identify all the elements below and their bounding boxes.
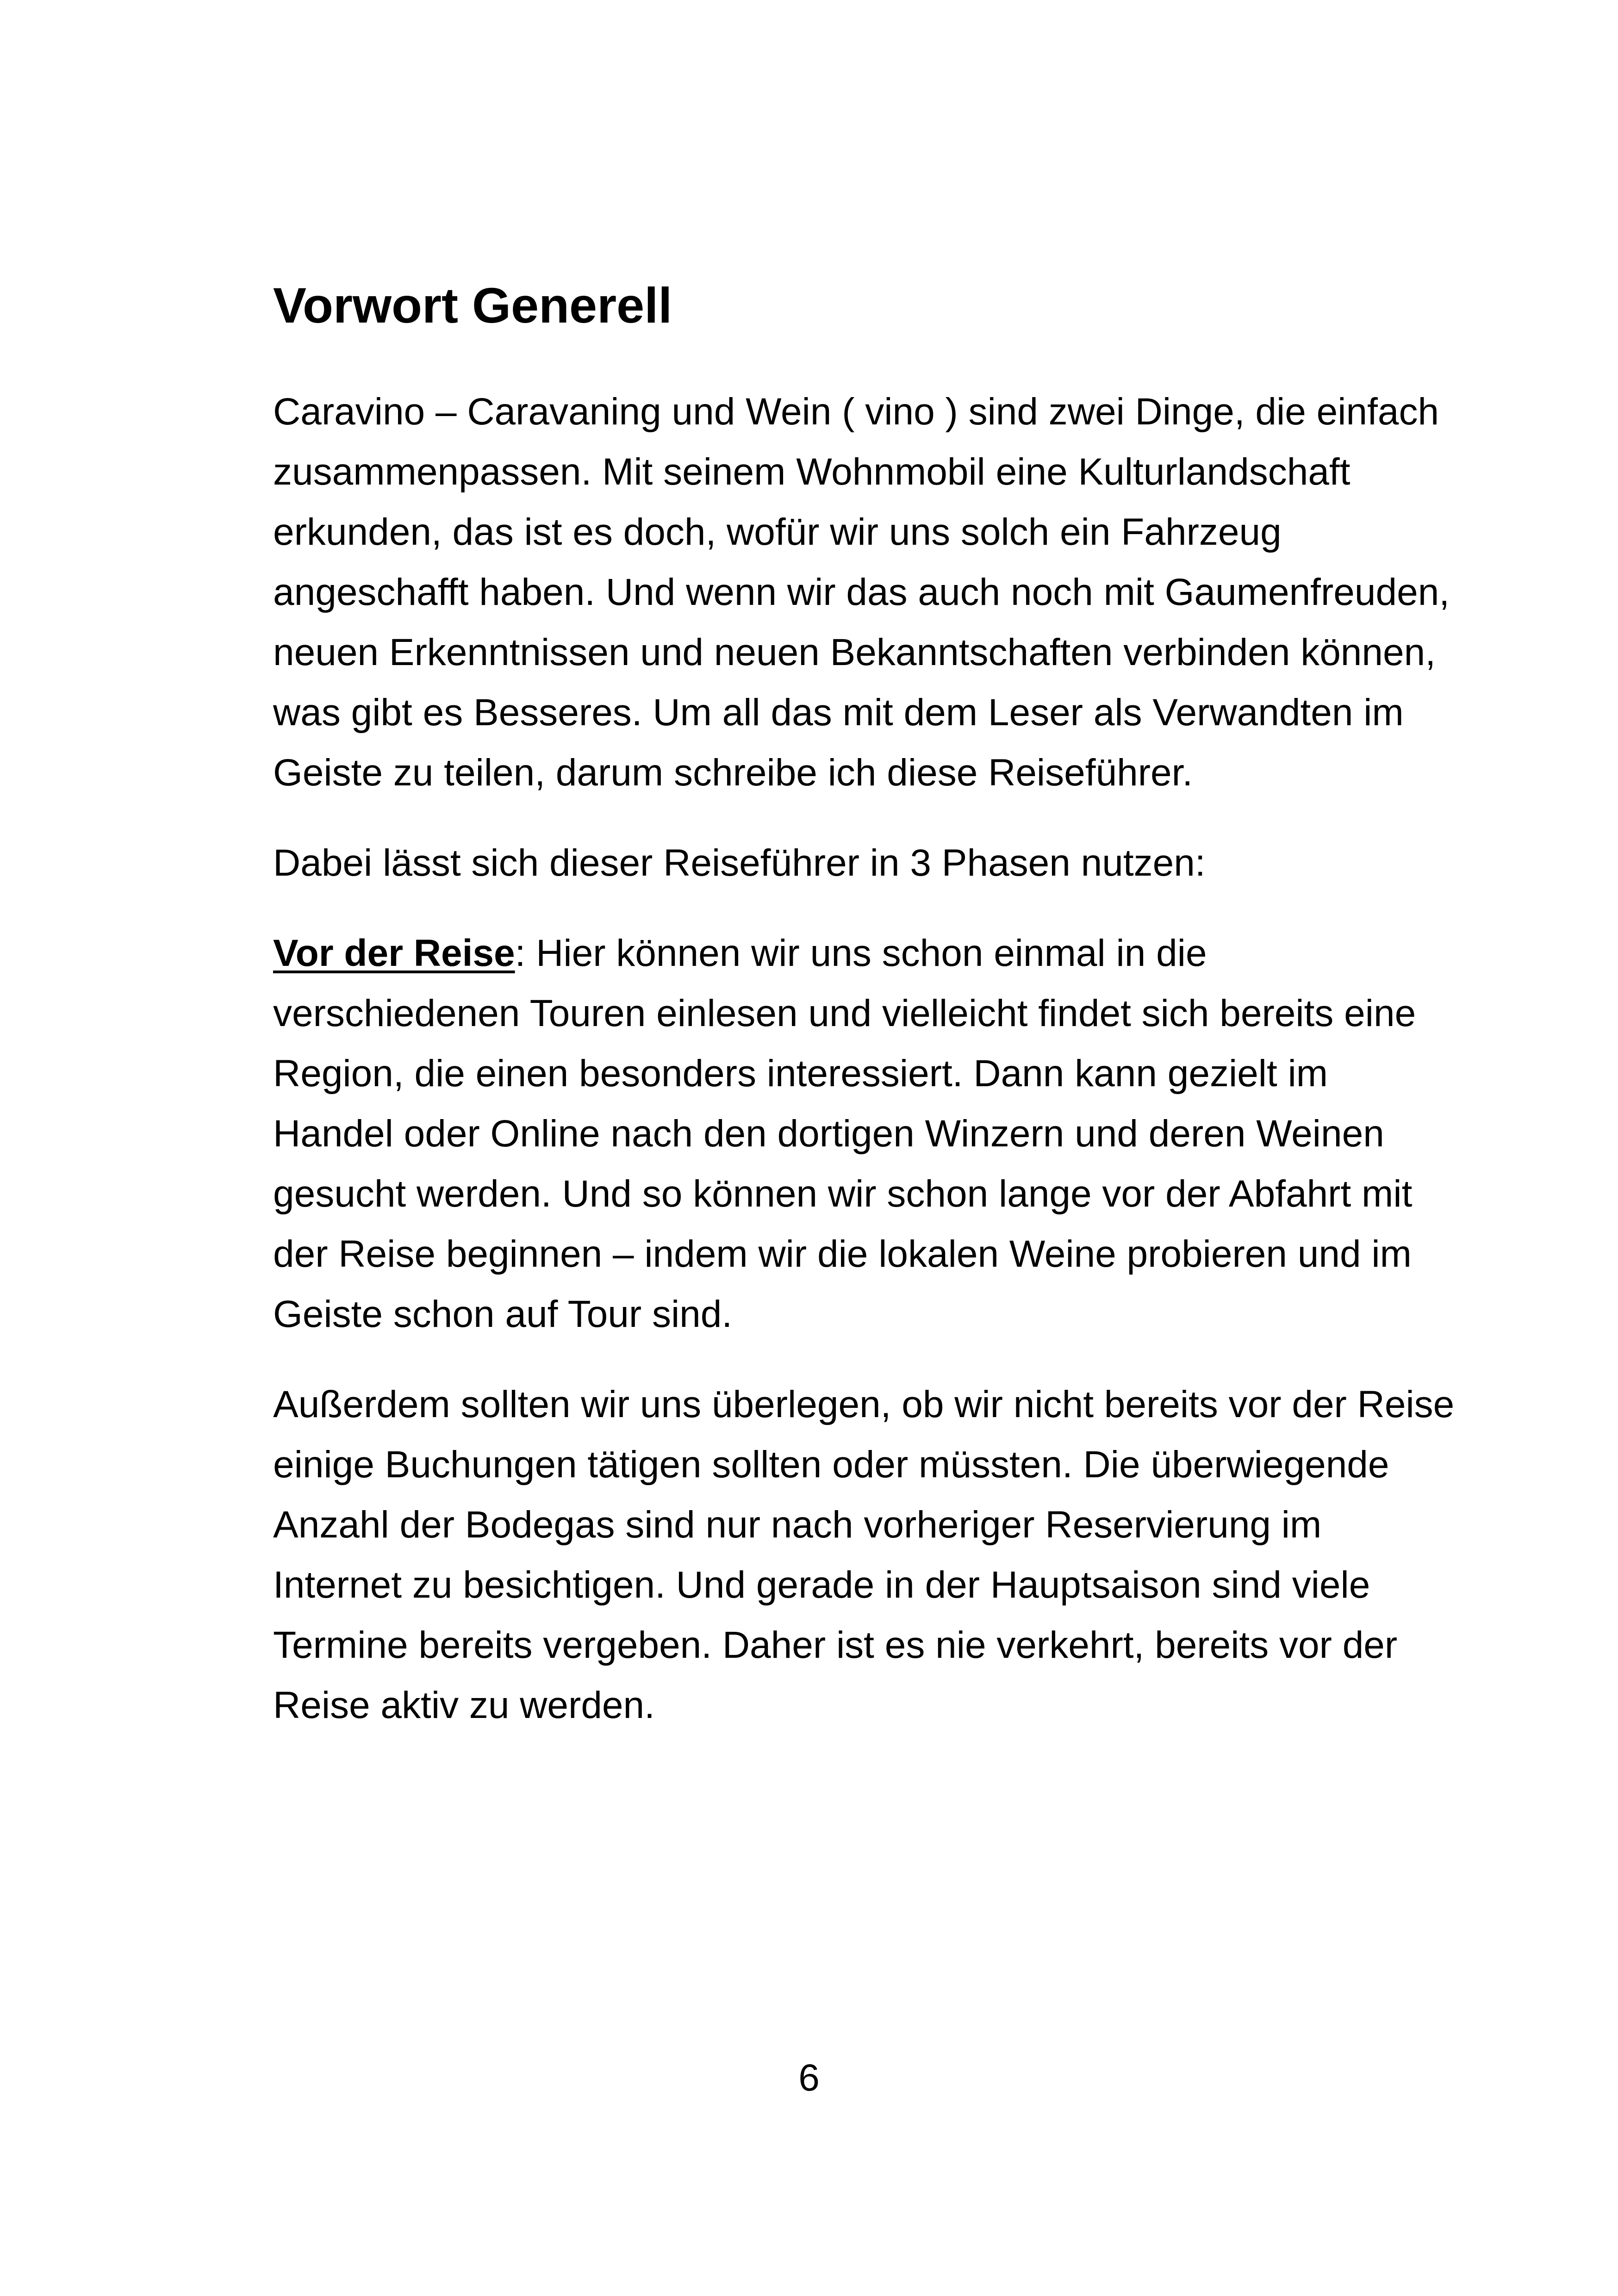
page-number: 6 — [798, 2057, 820, 2099]
paragraph-phases: Dabei lässt sich dieser Reiseführer in 3 Phasen nutzen: — [273, 841, 1206, 884]
page-content — [273, 275, 1458, 1766]
paragraph-before-trip — [273, 923, 1458, 1344]
before-trip-label: Vor der Reise — [273, 932, 515, 974]
paragraph-intro: Caravino – Caravaning und Wein ( vino ) sind zwei Dinge, die einfach zusammenpassen. Mit seinem Wohnmobil eine Kulturlandschaft erkunden, das ist es doch, wofür wir uns solch ein Fahrzeug angeschafft haben. Und wenn wir das auch noch mit Gaumenfreuden, neuen Erkenntnissen und neuen Bekanntschaften verbinden können, was gibt es Besseres. Um all das mit dem Leser als Verwandten im Geiste zu teilen, darum schreibe ich diese Reiseführer. — [273, 390, 1450, 794]
page-title: Vorwort Generell — [273, 277, 672, 333]
before-trip-text: : Hier können wir uns schon einmal in die verschiedenen Touren einlesen und vielleicht findet sich bereits eine Region, die einen besonders interessiert. Dann kann gezielt im Handel oder Online nach den dortigen Winzern und deren Weinen gesucht werden. Und so können wir schon lange vor der Abfahrt mit der Reise beginnen – indem wir die lokalen Weine probieren und im Geiste schon auf Tour sind. — [273, 932, 1416, 1335]
paragraph-bookings: Außerdem sollten wir uns überlegen, ob wir nicht bereits vor der Reise einige Buchungen tätigen sollten oder müssten. Die überwiegende Anzahl der Bodegas sind nur nach vorheriger Reservierung im Internet zu besichtigen. Und gerade in der Hauptsaison sind viele Termine bereits vergeben. Daher ist es nie verkehrt, bereits vor der Reise aktiv zu werden. — [273, 1383, 1455, 1726]
